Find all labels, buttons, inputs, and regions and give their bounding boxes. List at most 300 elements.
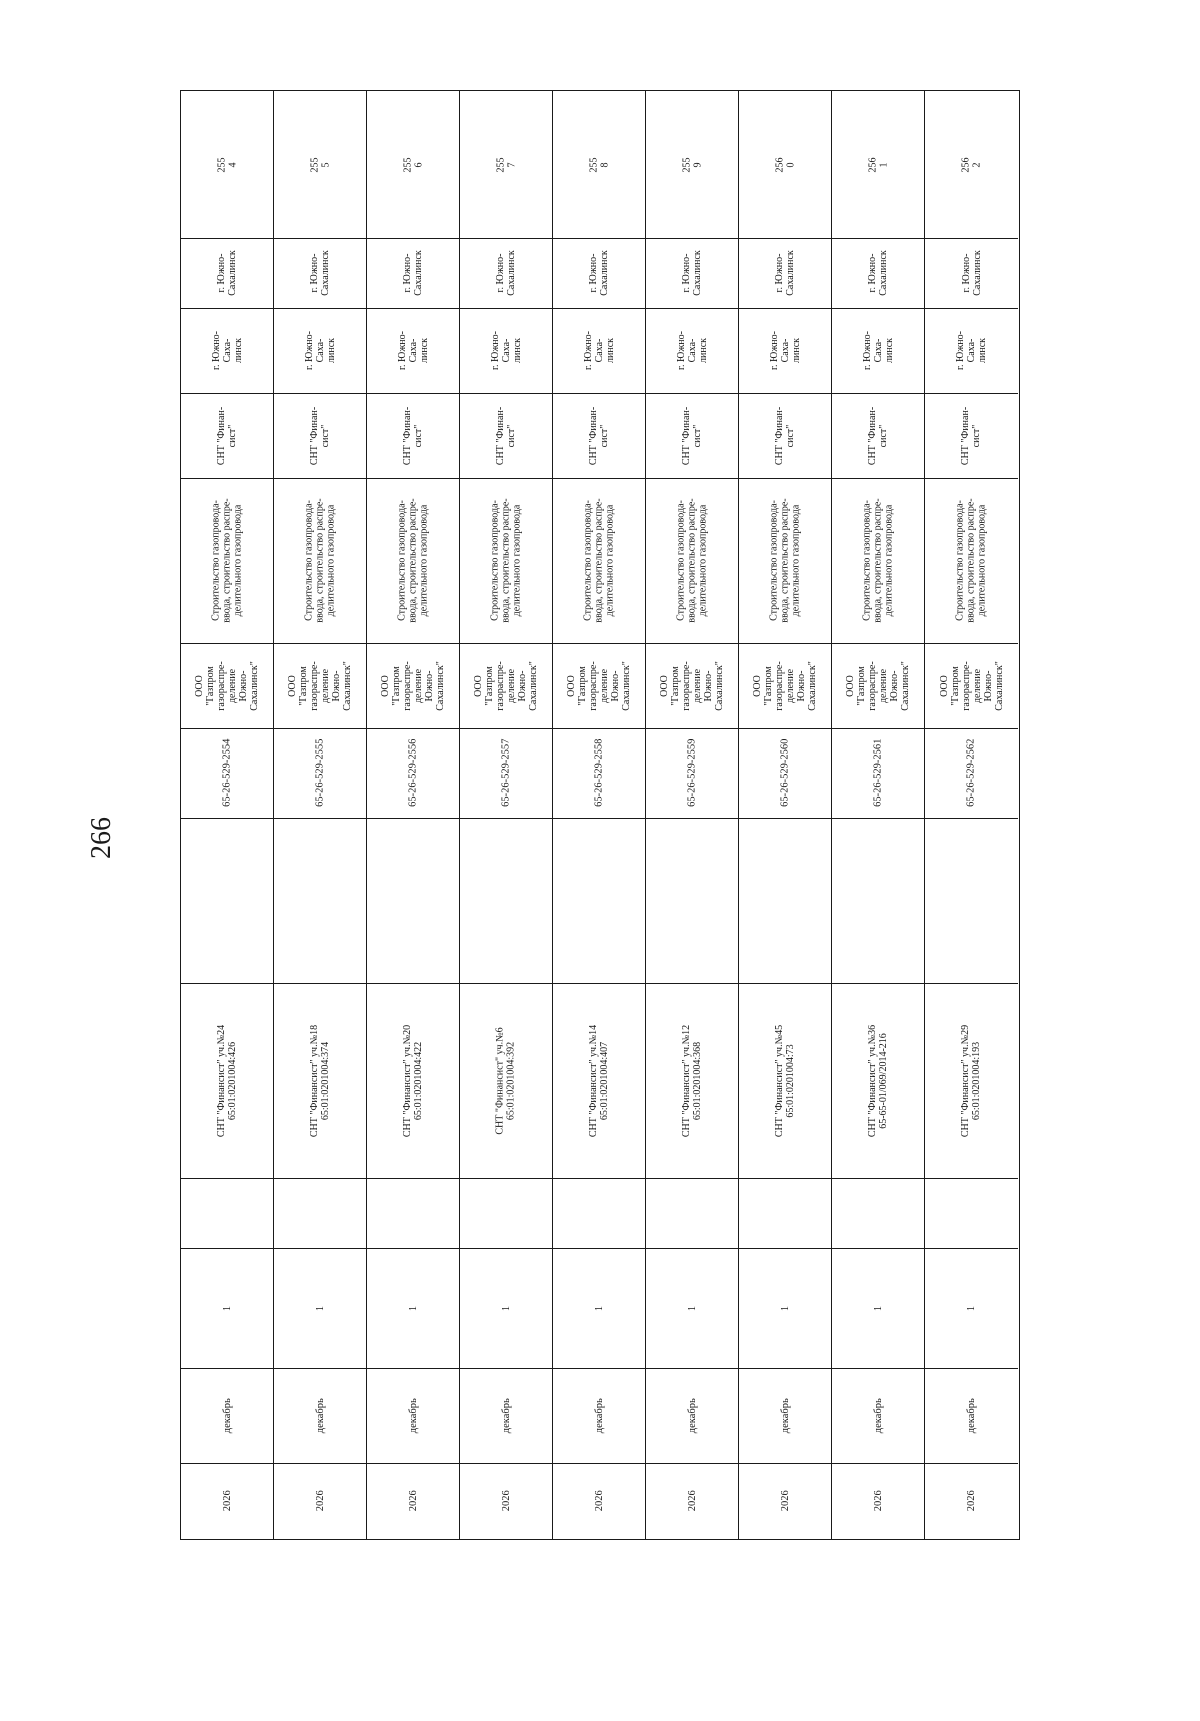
cell-district-text: г. Южно- Саха- линск (955, 331, 988, 370)
cell-quantity-text: 1 (221, 1305, 233, 1311)
cell-object (925, 983, 1018, 1178)
cell-year (925, 1463, 1018, 1538)
cell-empty (925, 1178, 1018, 1248)
cell-organization-text: ООО "Газпром газораспре- деление Южно- Сахалинск" (658, 660, 725, 711)
row-divider (925, 1178, 1018, 1179)
cell-organization-text: ООО "Газпром газораспре- деление Южно- Сахалинск" (938, 660, 1005, 711)
row-divider (553, 393, 645, 394)
cell-empty (832, 1178, 924, 1248)
cell-empty (181, 818, 273, 983)
cell-district-text: г. Южно- Саха- линск (768, 331, 802, 370)
row-divider (181, 1463, 273, 1464)
cell-organization-text: ООО "Газпром газораспре- деление Южно- Сахалинск" (193, 660, 260, 711)
cell-quantity (925, 1248, 1018, 1368)
cell-work-description-text: Строительство газопровода- ввода, строительство распре- делительного газопровода (303, 498, 337, 623)
cell-quantity (367, 1248, 459, 1368)
cell-object (646, 983, 738, 1178)
cell-applicant-text: СНТ "Финан- сист" (216, 406, 238, 465)
cell-month-text: декабрь (686, 1398, 698, 1433)
row-divider (460, 393, 552, 394)
cell-quantity-text: 1 (686, 1305, 698, 1311)
cell-organization (553, 643, 645, 728)
row-divider (553, 308, 645, 309)
cell-object-text: СНТ "Финансист" уч.№12 65:01:0201004:368 (681, 1024, 704, 1137)
row-divider (832, 478, 924, 479)
cell-city-text: г. Южно- Сахалинск (681, 250, 703, 296)
row-divider (367, 818, 459, 819)
cell-district (553, 308, 645, 393)
cell-code (274, 728, 366, 818)
row-divider (181, 308, 273, 309)
cell-month-text: декабрь (593, 1398, 605, 1433)
table-row (739, 91, 832, 1539)
row-divider (925, 1368, 1018, 1369)
cell-code-text: 65-26-529-2558 (593, 738, 605, 808)
row-divider (553, 728, 645, 729)
cell-code-text: 65-26-529-2556 (407, 738, 419, 808)
row-divider (832, 238, 924, 239)
row-divider (739, 308, 831, 309)
row-divider (274, 1178, 366, 1179)
cell-district-text: г. Южно- Саха- линск (489, 331, 523, 370)
cell-year-text: 2026 (872, 1490, 884, 1511)
cell-year (181, 1463, 273, 1538)
row-divider (460, 1178, 552, 1179)
row-divider (274, 643, 366, 644)
row-divider (460, 1463, 552, 1464)
cell-city (274, 238, 366, 308)
cell-work-description (925, 478, 1018, 643)
row-divider (553, 1463, 645, 1464)
cell-empty (646, 818, 738, 983)
row-divider (181, 238, 273, 239)
row-divider (367, 478, 459, 479)
row-divider (553, 818, 645, 819)
cell-empty (646, 1178, 738, 1248)
row-divider (925, 1463, 1018, 1464)
cell-city-text: г. Южно- Сахалинск (495, 250, 517, 296)
cell-code-text: 65-26-529-2559 (686, 738, 698, 808)
cell-district-text: г. Южно- Саха- линск (210, 331, 244, 370)
cell-code-text: 65-26-529-2562 (965, 738, 977, 808)
row-divider (553, 1368, 645, 1369)
cell-city (925, 238, 1018, 308)
row-divider (367, 308, 459, 309)
cell-code (925, 728, 1018, 818)
cell-month-text: декабрь (779, 1398, 791, 1433)
row-divider (646, 643, 738, 644)
cell-object-text: СНТ "Финансист" уч.№14 65:01:0201004:407 (588, 1024, 611, 1137)
cell-year (553, 1463, 645, 1538)
cell-empty (739, 1178, 831, 1248)
cell-month-text: декабрь (500, 1398, 512, 1433)
row-divider (739, 1178, 831, 1179)
cell-quantity-text: 1 (314, 1305, 326, 1311)
row-divider (739, 643, 831, 644)
row-divider (367, 393, 459, 394)
cell-object (274, 983, 366, 1178)
row-divider (925, 478, 1018, 479)
cell-city (832, 238, 924, 308)
row-divider (367, 728, 459, 729)
cell-work-description (460, 478, 552, 643)
cell-district (739, 308, 831, 393)
cell-object-text: СНТ "Финансист" уч.№20 65:01:0201004:422 (402, 1024, 425, 1137)
cell-object (460, 983, 552, 1178)
row-divider (181, 478, 273, 479)
cell-applicant-text: СНТ "Финан- сист" (495, 406, 517, 465)
cell-month-text: декабрь (221, 1398, 233, 1433)
register-table (180, 90, 1020, 1540)
cell-quantity-text: 1 (407, 1305, 419, 1311)
row-divider (553, 238, 645, 239)
cell-month (553, 1368, 645, 1463)
row-divider (367, 1463, 459, 1464)
row-divider (739, 818, 831, 819)
cell-year-text: 2026 (500, 1490, 512, 1511)
cell-organization-text: ООО "Газпром газораспре- деление Южно- Сахалинск" (751, 660, 818, 711)
table-row (367, 91, 460, 1539)
cell-city (367, 238, 459, 308)
cell-district (181, 308, 273, 393)
table-row (274, 91, 367, 1539)
row-divider (739, 1368, 831, 1369)
cell-city-text: г. Южно- Сахалинск (774, 250, 796, 296)
cell-organization-text: ООО "Газпром газораспре- деление Южно- Сахалинск" (286, 660, 353, 711)
cell-city (181, 238, 273, 308)
cell-object-text: СНТ "Финансист" уч.№18 65:01:0201004:374 (309, 1024, 332, 1137)
row-divider (646, 818, 738, 819)
row-divider (925, 728, 1018, 729)
cell-city-text: г. Южно- Сахалинск (309, 250, 331, 296)
row-divider (832, 1248, 924, 1249)
cell-applicant-text: СНТ "Финан- сист" (681, 406, 703, 465)
cell-month-text: декабрь (872, 1398, 884, 1433)
cell-row-number (460, 91, 552, 238)
cell-object (832, 983, 924, 1178)
cell-work-description (832, 478, 924, 643)
cell-organization-text: ООО "Газпром газораспре- деление Южно- Сахалинск" (844, 660, 911, 711)
cell-year (367, 1463, 459, 1538)
cell-year-text: 2026 (593, 1490, 605, 1511)
row-divider (739, 983, 831, 984)
cell-district (925, 308, 1018, 393)
row-divider (181, 1248, 273, 1249)
row-divider (832, 643, 924, 644)
row-divider (832, 393, 924, 394)
row-divider (181, 1368, 273, 1369)
row-divider (460, 983, 552, 984)
table-row (181, 91, 274, 1539)
cell-quantity (646, 1248, 738, 1368)
cell-quantity-text: 1 (872, 1305, 884, 1311)
row-divider (832, 818, 924, 819)
row-divider (925, 1248, 1018, 1249)
cell-organization-text: ООО "Газпром газораспре- деление Южно- Сахалинск" (565, 660, 632, 711)
row-divider (181, 1178, 273, 1179)
cell-year-text: 2026 (686, 1490, 698, 1511)
row-divider (460, 478, 552, 479)
row-divider (646, 1248, 738, 1249)
cell-year (646, 1463, 738, 1538)
cell-organization (925, 643, 1018, 728)
row-divider (646, 1463, 738, 1464)
row-divider (553, 1248, 645, 1249)
cell-applicant (181, 393, 273, 478)
cell-month (925, 1368, 1018, 1463)
row-divider (181, 728, 273, 729)
cell-organization-text: ООО "Газпром газораспре- деление Южно- Сахалинск" (379, 660, 446, 711)
cell-empty (832, 818, 924, 983)
table-row (925, 91, 1018, 1539)
cell-district-text: г. Южно- Саха- линск (861, 331, 895, 370)
cell-month-text: декабрь (407, 1398, 419, 1433)
cell-row-number-text: 255 7 (495, 157, 517, 172)
cell-code (181, 728, 273, 818)
cell-work-description-text: Строительство газопровода- ввода, строительство распре- делительного газопровода (768, 498, 802, 623)
cell-month (274, 1368, 366, 1463)
row-divider (553, 478, 645, 479)
cell-work-description (739, 478, 831, 643)
cell-month (832, 1368, 924, 1463)
cell-applicant (367, 393, 459, 478)
cell-object-text: СНТ "Финансист" уч.№45 65:01:0201004:73 (774, 1024, 797, 1137)
cell-object-text: СНТ "Финансист" уч.№24 65:01:0201004:426 (216, 1024, 239, 1137)
row-divider (925, 308, 1018, 309)
cell-object-text: СНТ "Финансист" уч.№36 65-65-01/069/2014-216 (867, 1024, 890, 1137)
table-row (832, 91, 925, 1539)
row-divider (553, 1178, 645, 1179)
cell-empty (367, 818, 459, 983)
cell-year (739, 1463, 831, 1538)
row-divider (181, 983, 273, 984)
cell-code (646, 728, 738, 818)
cell-row-number (739, 91, 831, 238)
cell-empty (739, 818, 831, 983)
cell-applicant (460, 393, 552, 478)
cell-year-text: 2026 (314, 1490, 326, 1511)
row-divider (739, 238, 831, 239)
cell-city (553, 238, 645, 308)
cell-organization (274, 643, 366, 728)
row-divider (832, 308, 924, 309)
cell-object (553, 983, 645, 1178)
row-divider (739, 728, 831, 729)
cell-work-description-text: Строительство газопровода- ввода, строительство распре- делительного газопровода (675, 498, 709, 623)
cell-district-text: г. Южно- Саха- линск (675, 331, 709, 370)
cell-year-text: 2026 (779, 1490, 791, 1511)
row-divider (274, 1368, 366, 1369)
row-divider (646, 308, 738, 309)
row-divider (274, 393, 366, 394)
cell-empty (553, 1178, 645, 1248)
page-number: 266 (86, 817, 117, 859)
row-divider (460, 238, 552, 239)
row-divider (832, 728, 924, 729)
row-divider (739, 1248, 831, 1249)
cell-quantity (181, 1248, 273, 1368)
cell-city (460, 238, 552, 308)
cell-year-text: 2026 (965, 1490, 977, 1511)
row-divider (367, 1178, 459, 1179)
row-divider (925, 393, 1018, 394)
cell-applicant-text: СНТ "Финан- сист" (960, 406, 983, 465)
row-divider (925, 818, 1018, 819)
cell-row-number-text: 256 1 (867, 157, 889, 172)
cell-row-number (274, 91, 366, 238)
row-divider (925, 238, 1018, 239)
row-divider (367, 1248, 459, 1249)
row-divider (832, 1178, 924, 1179)
cell-row-number (367, 91, 459, 238)
cell-month (460, 1368, 552, 1463)
cell-row-number-text: 256 0 (774, 157, 796, 172)
cell-empty (367, 1178, 459, 1248)
cell-empty (274, 1178, 366, 1248)
cell-code (832, 728, 924, 818)
table-row (646, 91, 739, 1539)
row-divider (460, 308, 552, 309)
cell-applicant-text: СНТ "Финан- сист" (774, 406, 796, 465)
cell-object (367, 983, 459, 1178)
cell-row-number-text: 255 8 (588, 157, 610, 172)
cell-district-text: г. Южно- Саха- линск (396, 331, 430, 370)
cell-city-text: г. Южно- Сахалинск (216, 250, 238, 296)
row-divider (181, 818, 273, 819)
cell-district-text: г. Южно- Саха- линск (582, 331, 616, 370)
cell-object (739, 983, 831, 1178)
cell-empty (274, 818, 366, 983)
cell-organization (739, 643, 831, 728)
cell-district (460, 308, 552, 393)
cell-work-description (367, 478, 459, 643)
cell-organization (646, 643, 738, 728)
cell-quantity-text: 1 (500, 1305, 512, 1311)
row-divider (553, 983, 645, 984)
cell-quantity-text: 1 (593, 1305, 605, 1311)
cell-empty (553, 818, 645, 983)
cell-district (646, 308, 738, 393)
cell-quantity-text: 1 (779, 1305, 791, 1311)
cell-applicant (646, 393, 738, 478)
row-divider (274, 818, 366, 819)
cell-organization (460, 643, 552, 728)
row-divider (274, 308, 366, 309)
cell-work-description-text: Строительство газопровода- ввода, строительство распре- делительного газопровода (396, 498, 430, 623)
cell-city (646, 238, 738, 308)
cell-district (274, 308, 366, 393)
row-divider (274, 983, 366, 984)
cell-row-number (181, 91, 273, 238)
cell-city-text: г. Южно- Сахалинск (402, 250, 424, 296)
row-divider (832, 983, 924, 984)
cell-row-number (646, 91, 738, 238)
row-divider (460, 1248, 552, 1249)
cell-applicant-text: СНТ "Финан- сист" (402, 406, 424, 465)
cell-organization-text: ООО "Газпром газораспре- деление Южно- Сахалинск" (472, 660, 539, 711)
cell-work-description-text: Строительство газопровода- ввода, строительство распре- делительного газопровода (582, 498, 616, 623)
cell-applicant (553, 393, 645, 478)
cell-work-description-text: Строительство газопровода- ввода, строительство распре- делительного газопровода (210, 498, 244, 623)
cell-code-text: 65-26-529-2557 (500, 738, 512, 808)
cell-quantity (832, 1248, 924, 1368)
cell-city (739, 238, 831, 308)
row-divider (739, 478, 831, 479)
cell-quantity (460, 1248, 552, 1368)
row-divider (274, 478, 366, 479)
row-divider (739, 393, 831, 394)
row-divider (274, 728, 366, 729)
cell-work-description-text: Строительство газопровода- ввода, строительство распре- делительного газопровода (861, 498, 895, 623)
cell-empty (181, 1178, 273, 1248)
row-divider (460, 818, 552, 819)
cell-city-text: г. Южно- Сахалинск (867, 250, 889, 296)
cell-month (181, 1368, 273, 1463)
cell-row-number (925, 91, 1018, 238)
cell-year (274, 1463, 366, 1538)
row-divider (460, 643, 552, 644)
cell-code (553, 728, 645, 818)
cell-district (832, 308, 924, 393)
cell-empty (925, 818, 1018, 983)
row-divider (460, 1368, 552, 1369)
row-divider (646, 983, 738, 984)
cell-row-number-text: 255 9 (681, 157, 703, 172)
cell-district (367, 308, 459, 393)
cell-empty (460, 1178, 552, 1248)
row-divider (925, 643, 1018, 644)
cell-row-number-text: 256 2 (960, 157, 983, 172)
row-divider (367, 643, 459, 644)
cell-code (739, 728, 831, 818)
row-divider (646, 393, 738, 394)
table-row (460, 91, 553, 1539)
cell-applicant (274, 393, 366, 478)
row-divider (925, 983, 1018, 984)
cell-work-description (274, 478, 366, 643)
row-divider (367, 238, 459, 239)
cell-applicant-text: СНТ "Финан- сист" (588, 406, 610, 465)
cell-organization (181, 643, 273, 728)
cell-city-text: г. Южно- Сахалинск (588, 250, 610, 296)
row-divider (367, 983, 459, 984)
row-divider (181, 393, 273, 394)
cell-work-description (646, 478, 738, 643)
cell-month (646, 1368, 738, 1463)
cell-applicant-text: СНТ "Финан- сист" (309, 406, 331, 465)
cell-work-description (553, 478, 645, 643)
row-divider (460, 728, 552, 729)
cell-row-number (553, 91, 645, 238)
cell-object (181, 983, 273, 1178)
table-row (553, 91, 646, 1539)
cell-work-description (181, 478, 273, 643)
row-divider (274, 1248, 366, 1249)
cell-applicant (832, 393, 924, 478)
cell-quantity (553, 1248, 645, 1368)
cell-code (460, 728, 552, 818)
cell-work-description-text: Строительство газопровода- ввода, строительство распре- делительного газопровода (489, 498, 523, 623)
row-divider (646, 478, 738, 479)
row-divider (646, 728, 738, 729)
cell-year-text: 2026 (407, 1490, 419, 1511)
cell-row-number-text: 255 4 (216, 157, 238, 172)
cell-code-text: 65-26-529-2555 (314, 738, 326, 808)
cell-work-description-text: Строительство газопровода- ввода, строительство распре- делительного газопровода (955, 498, 988, 623)
cell-code-text: 65-26-529-2561 (872, 738, 884, 808)
cell-object-text: СНТ "Финансист" уч.№29 65:01:0201004:193 (960, 1024, 983, 1137)
cell-row-number-text: 255 5 (309, 157, 331, 172)
